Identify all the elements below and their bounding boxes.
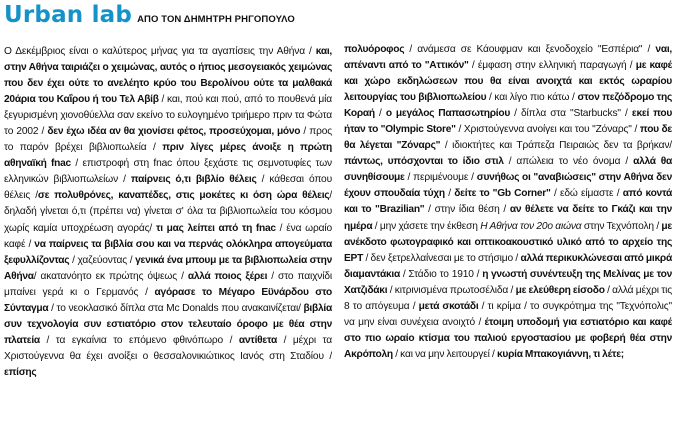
highlight-phrase: κυρία Μπακογιάννη, τι λέτε;	[497, 348, 624, 360]
body-text: / κιτρινισμένα πρωτοσέλιδα /	[387, 284, 516, 296]
body-text: / ακατανόητο εκ πρώτης όψεως /	[33, 270, 188, 282]
highlight-phrase: πάντως, υπόσχονται το ίδιο στιλ	[344, 156, 504, 168]
body-text: / και να μην λειτουργεί /	[392, 348, 497, 360]
body-text: / δηλαδή γίνεται ό,τι (πρέπει να) γίνεται σ' όλα τα βιβλιοπωλεία του κόσμου χωρίς καμία υποχρέωση αγοράς/	[4, 190, 332, 234]
highlight-phrase: με ανέκδοτο φωτογραφικό και οπτικοακουστικό υλικό από το αρχείο της ΕΡΤ	[344, 220, 672, 264]
body-text: Η Αθήνα τον 20ο αιώνα	[480, 220, 582, 232]
body-text: / Χριστούγεννα ανοίγει και του "Ζόναρς" /	[455, 124, 640, 136]
body-text: / Στάδιο το 1910 /	[399, 268, 483, 280]
highlight-phrase: με καφέ και χώρο εκδηλώσεων που θα είναι ανοιχτά και εκτός ωραρίου λειτουργίας του βιβλιοπωλείου	[344, 60, 672, 104]
article-column-right	[344, 42, 672, 363]
column-title: Urban lab	[4, 2, 133, 28]
highlight-phrase: σε πολυθρόνες, καναπέδες, στις μοκέτες κι όση ώρα θέλεις	[37, 190, 330, 202]
highlight-phrase: αν θέλετε να δείτε το Γκάζι και την ημέρα	[344, 204, 672, 232]
body-text: /	[444, 188, 455, 200]
highlight-phrase: αγόρασε το Μέγαρο Εϋνάρδου στο Σύνταγμα	[4, 286, 332, 314]
highlight-phrase: βιβλία συν τεχνολογία συν εστιατόριο στον τελευταίο όροφο με θέα στην πλατεία	[4, 302, 332, 346]
highlight-phrase: εκεί που ήταν το "Olympic Store"	[344, 108, 672, 136]
body-text: / στην ίδια θέση /	[424, 204, 510, 216]
highlight-phrase: με ελεύθερη είσοδο	[515, 284, 605, 296]
highlight-phrase: να παίρνεις τα βιβλία σου και να περνάς ολόκληρα απογεύματα ξεφυλλίζοντας	[4, 238, 332, 266]
highlight-phrase: επίσης	[4, 366, 37, 378]
highlight-phrase: μετά σκοτάδι	[418, 300, 479, 312]
highlight-phrase: αντίθετα	[238, 334, 278, 346]
body-text: / απώλεια το νέο όνομα /	[503, 156, 634, 168]
body-text: / μέχρι τα Χριστούγεννα θα έχει ανοίξει ο θεσσαλονικιώτικος Ιανός στη Σταδίου /	[4, 334, 332, 362]
body-text: / το νεοκλασικό δίπλα στα Mc Donalds που ανακαινίζεται/	[48, 302, 304, 314]
body-text: / ανάμεσα σε Κάουφμαν και ξενοδοχείο "Εσπέρια" /	[404, 44, 656, 55]
body-text: / ιδιοκτήτες και Τράπεζα Πειραιώς δεν τα βρήκαν/	[440, 140, 672, 152]
highlight-phrase: δείτε το "Gb Corner"	[454, 188, 551, 200]
highlight-phrase: αλλά περικυκλώνεσαι από μικρά διαμαντάκια	[344, 252, 672, 280]
body-text: / προς το παρόν βρέχει βιβλιοπωλεία /	[4, 126, 332, 154]
body-text: / έμφαση στην ελληνική παραγωγή /	[468, 60, 636, 72]
body-text: στην Τεχνόπολη /	[581, 220, 662, 232]
body-text: / περιμένουμε /	[404, 172, 477, 184]
body-text: / δίπλα στα "Starbucks" /	[510, 108, 632, 120]
body-text: / αλλά μέχρι τις 8 το απόγευμα /	[344, 284, 672, 312]
highlight-phrase: δεν έχω ιδέα αν θα χιονίσει φέτος, προσεύχομαι, μόνο	[47, 126, 301, 138]
body-text: / μην χάσετε την έκθεση	[372, 220, 481, 232]
body-text: / εδώ είμαστε /	[550, 188, 623, 200]
highlight-phrase: συνήθως οι "αναβιώσεις" στην Αθήνα δεν έχουν σπουδαία τύχη	[344, 172, 672, 200]
highlight-phrase: αλλά θα συνηθίσουμε	[344, 156, 672, 184]
highlight-phrase: έτοιμη υποδομή για εστιατόριο και καφέ στο πιο ωραίο κτίσμα του παλιού εργοστασίου με φοβερή θέα στην Ακρόπολη	[344, 316, 672, 360]
highlight-phrase: η γνωστή συνέντευξη της Μελίνας με τον Χατζιδάκι	[344, 268, 672, 296]
highlight-phrase: ο μεγάλος Παπασωτηρίου	[385, 108, 511, 120]
body-text: / τα εγκαίνια το επόμενο φθινόπωρο /	[39, 334, 239, 346]
highlight-phrase: ναι, απέναντι από το "Αττικόν"	[344, 44, 672, 72]
highlight-phrase: παίρνεις ό,τι βιβλίο θέλεις	[130, 174, 257, 186]
article-column-left	[4, 44, 332, 381]
body-text: / ένα ωραίο καφέ /	[4, 222, 332, 250]
body-text: Ο Δεκέμβριος είναι ο καλύτερος μήνας για τα αγαπίσεις την Αθήνα /	[4, 46, 316, 57]
body-text: /	[374, 108, 386, 120]
body-text: / και λίγο πιο κάτω /	[486, 92, 578, 104]
body-text: / και, πού και πού, από το πουθενά μία ξεγυρισμένη χιονοθύελλα σαν εκείνο το ευλογημένο τριήμερο πριν τα Φώτα το 2002 /	[4, 94, 332, 138]
highlight-phrase: από κοντά και το "Brazilian"	[344, 188, 672, 216]
highlight-phrase: και, στην Αθήνα ταιριάζει ο χειμώνας, αυτός ο ήπιος μεσογειακός χειμώνας που δεν έχει ούτε το ανελέητο κρύο του Βερολίνου ούτε τα μαλθακά 20άρια του Καΐρου ή του Τελ Αβίβ	[4, 46, 332, 106]
highlight-phrase: γενικά ένα μπουμ με τα βιβλιοπωλεία στην Αθήνα	[4, 254, 332, 282]
highlight-phrase: πριν λίγες μέρες άνοιξε η πρώτη αθηναϊκή fnac	[4, 142, 332, 170]
body-text: / επιστροφή στη fnac όπου ξεχάστε τις σεμνοτυφίες των ελληνικών βιβλιοπωλείων /	[4, 158, 332, 186]
author-byline: ΑΠΟ ΤΟΝ ΔΗΜΗΤΡΗ ΡΗΓΟΠΟΥΛΟ	[137, 14, 295, 25]
highlight-phrase: πολυόροφος	[344, 44, 405, 55]
body-text: / τι κρίμα / το συγκρότημα της "Τεχνόπολις" να μην είναι συνέχεια ανοιχτό /	[344, 300, 672, 328]
body-text: / δεν ξετρελλαίνεσαι με το στήσιμο /	[363, 252, 521, 264]
highlight-phrase: τι μας λείπει από τη fnac	[155, 222, 276, 234]
body-text: / κάθεσαι όπου θέλεις /	[4, 174, 332, 202]
body-text: / στο παιχνίδι μπαίνει γερά κι ο Γερμανός /	[4, 270, 332, 298]
body-text: / χαζεύοντας /	[69, 254, 136, 266]
highlight-phrase: που δε θα λέγεται "Ζόναρς"	[344, 124, 672, 152]
article-header	[4, 2, 295, 30]
highlight-phrase: στον πεζόδρομο της Κοραή	[344, 92, 672, 120]
highlight-phrase: αλλά ποιος ξέρει	[187, 270, 268, 282]
